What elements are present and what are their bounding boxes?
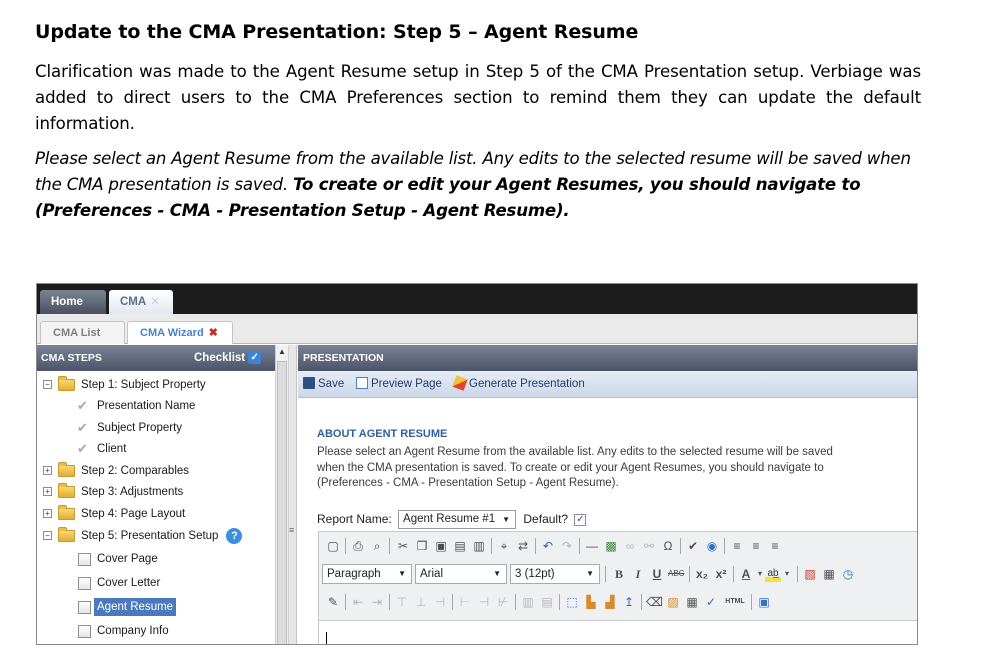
link-icon[interactable]: ∞	[625, 539, 635, 553]
tree-item-label: Company Info	[97, 625, 169, 637]
chevron-down-icon[interactable]: ▾	[757, 569, 762, 578]
toolbar-separator	[345, 538, 346, 554]
about-agent-resume-text: Please select an Agent Resume from the available list. Any edits to the selected resume will be saved when the CMA presentation is saved. To create or edit your Agent Resumes, you should navigate to (Preferences - CMA - Presentation Setup - Agent Resume).	[317, 446, 833, 489]
format-value: Paragraph	[327, 568, 381, 580]
presentation-actionbar	[298, 371, 918, 398]
align-left-icon[interactable]: ≡	[733, 539, 741, 553]
cover-page-checkbox[interactable]	[78, 553, 91, 566]
expand-icon[interactable]: +	[43, 509, 52, 518]
toolbar-separator	[491, 538, 492, 554]
italic-button[interactable]: I	[635, 567, 641, 581]
tree-item-label-selected: Agent Resume	[94, 598, 176, 616]
toolbar-separator	[733, 566, 734, 582]
tree-step-label: Step 3: Adjustments	[81, 486, 184, 498]
checkmark-icon: ✔	[77, 441, 88, 456]
paste-text-icon[interactable]: ▤	[454, 539, 466, 553]
paste-icon[interactable]: ▣	[435, 539, 447, 553]
font-value: Arial	[420, 568, 444, 580]
company-info-checkbox[interactable]	[78, 625, 91, 638]
presentation-panel	[298, 345, 918, 645]
undo-icon[interactable]: ↶	[542, 539, 554, 553]
sub-tab-bar	[37, 314, 917, 344]
report-name-value: Agent Resume #1	[403, 513, 496, 526]
table-icon[interactable]: ▦	[686, 595, 698, 609]
styles-icon[interactable]: ✓	[705, 595, 717, 609]
tree-step-label: Step 4: Page Layout	[81, 508, 186, 520]
toolbar-separator	[515, 594, 516, 610]
toolbar-separator	[797, 566, 798, 582]
clock-icon[interactable]: ◷	[842, 567, 854, 581]
checkmark-icon: ✔	[77, 420, 88, 435]
merge-field-icon[interactable]: ▧	[804, 567, 816, 581]
cma-screenshot	[36, 283, 918, 645]
preview-page-button[interactable]	[356, 371, 442, 397]
panel-splitter[interactable]	[289, 345, 297, 645]
toolbar-separator	[751, 594, 752, 610]
top-tab-bar	[37, 284, 917, 314]
move-forward-icon[interactable]: ▙	[586, 595, 596, 609]
chevron-down-icon: ▼	[586, 569, 594, 578]
doc-quote	[35, 146, 921, 224]
doc-paragraph: Clarification was made to the Agent Resume setup in Step 5 of the CMA Presentation setup. Verbiage was added to direct users to the CMA Preferences section to remind them they can update the default information.	[35, 62, 921, 133]
insert-row-after-icon[interactable]: ⊥	[415, 595, 427, 609]
cleanup-icon[interactable]: ⌫	[646, 595, 663, 609]
tab-cma[interactable]	[109, 290, 173, 314]
merge-cells-icon[interactable]: ▤	[541, 595, 553, 609]
default-checkbox[interactable]: ✓	[576, 513, 585, 525]
presentation-header: PRESENTATION	[298, 345, 918, 371]
cma-steps-panel	[37, 345, 275, 645]
cma-steps-title: CMA STEPS	[41, 352, 102, 364]
cma-steps-header	[37, 345, 275, 371]
steps-scrollbar[interactable]	[275, 345, 289, 645]
generate-label: Generate Presentation	[469, 378, 585, 390]
folder-icon	[58, 379, 75, 391]
editor-toolbar-row-1	[319, 532, 918, 560]
report-name-label: Report Name:	[317, 512, 392, 526]
tab-home-label: Home	[51, 296, 83, 308]
doc-quote-bold: To create or edit your Agent Resumes, you should navigate to (Preferences - CMA - Presentation Setup - Agent Resume).	[35, 175, 861, 220]
text-caret	[326, 632, 327, 645]
grip-icon[interactable]: ≡	[289, 525, 295, 535]
tree-step-label: Step 2: Comparables	[81, 465, 190, 477]
cover-letter-checkbox[interactable]	[78, 577, 91, 590]
special-character-icon[interactable]: Ω	[663, 539, 673, 553]
editor-toolbar-row-2	[319, 560, 918, 588]
toolbar-separator	[605, 566, 606, 582]
tree-item-label: Subject Property	[97, 422, 183, 434]
doc-quote-italic: Please select an Agent Resume from the available list. Any edits to the selected resume will be saved when the CMA presentation is saved.	[35, 149, 911, 194]
tree-step-5-label: Step 5: Presentation Setup	[81, 530, 219, 542]
folder-icon	[58, 530, 75, 542]
fullscreen-icon[interactable]: ▣	[758, 595, 770, 609]
find-icon[interactable]: ⌖	[500, 539, 508, 553]
collapse-icon[interactable]: −	[43, 531, 52, 540]
paste-word-icon[interactable]: ▥	[473, 539, 485, 553]
chevron-down-icon: ▼	[398, 569, 406, 578]
agent-resume-checkbox[interactable]	[78, 601, 91, 614]
copy-icon[interactable]: ❐	[416, 539, 428, 553]
tab-cma-wizard[interactable]	[127, 321, 233, 344]
tab-cma-wizard-label: CMA Wizard	[140, 327, 204, 339]
insert-col-before-icon[interactable]: ⊢	[459, 595, 471, 609]
chevron-down-icon: ▼	[493, 569, 501, 578]
close-icon[interactable]: ✕	[150, 296, 160, 308]
folder-icon	[58, 465, 75, 477]
toolbar-separator	[345, 594, 346, 610]
insert-row-before-icon[interactable]: ⊤	[396, 595, 408, 609]
highlight-color-button[interactable]: ab̲	[765, 566, 781, 582]
report-name-select[interactable]	[398, 510, 516, 529]
horizontal-rule-icon[interactable]: —	[586, 539, 598, 553]
align-center-icon[interactable]: ≡	[752, 539, 760, 553]
close-icon[interactable]: ✖	[208, 327, 218, 339]
save-button[interactable]	[303, 371, 344, 397]
split-cells-icon[interactable]: ▥	[522, 595, 534, 609]
tree-item-label: Cover Page	[97, 553, 158, 565]
checkmark-icon: ✔	[77, 398, 88, 413]
checkmark-icon: ✓	[248, 351, 261, 364]
save-label: Save	[318, 378, 345, 390]
underline-button[interactable]: U	[652, 567, 662, 581]
chevron-down-icon: ▼	[502, 515, 511, 525]
font-color-button[interactable]: A	[741, 567, 751, 581]
font-size-select[interactable]	[510, 564, 600, 584]
toolbar-separator	[559, 594, 560, 610]
collapse-icon[interactable]: −	[43, 380, 52, 389]
default-label: Default?	[523, 512, 569, 526]
unlink-icon[interactable]: ⚯	[643, 539, 655, 553]
preview-label: Preview Page	[371, 378, 442, 390]
image-manager-icon[interactable]: ▨	[667, 595, 679, 609]
toolbar-separator	[389, 538, 390, 554]
print-icon[interactable]: ⎙	[353, 539, 363, 553]
toolbar-separator	[724, 538, 725, 554]
tab-cma-label: CMA	[120, 296, 147, 308]
checklist-label: Checklist	[194, 352, 246, 364]
doc-title: Update to the CMA Presentation: Step 5 – Agent Resume	[35, 21, 639, 43]
font-select[interactable]	[415, 564, 507, 584]
expand-icon[interactable]: +	[43, 466, 52, 475]
preview-icon[interactable]: ⌕	[373, 539, 381, 553]
tree-step-label	[81, 526, 242, 546]
tree-step-label: Step 1: Subject Property	[81, 379, 206, 391]
subscript-button[interactable]: x₂	[695, 567, 708, 581]
indent-icon[interactable]: ⇥	[371, 595, 383, 609]
toolbar-separator	[689, 566, 690, 582]
redo-icon[interactable]: ↷	[561, 539, 573, 553]
tree-item-label: Client	[97, 443, 127, 455]
save-icon	[303, 377, 315, 389]
tab-cma-list[interactable]	[40, 321, 125, 344]
generate-presentation-button[interactable]	[454, 371, 585, 397]
toolbar-separator	[389, 594, 390, 610]
spellcheck-icon[interactable]: ✔	[687, 539, 699, 553]
new-document-icon[interactable]: ▢	[327, 539, 339, 553]
checklist-toggle[interactable]	[194, 345, 261, 371]
calendar-icon[interactable]: ▦	[823, 567, 835, 581]
strikethrough-button[interactable]: ABC	[668, 569, 685, 578]
insert-col-after-icon[interactable]: ⊣	[478, 595, 490, 609]
tree-item-label: Cover Letter	[97, 577, 161, 589]
toolbar-separator	[641, 594, 642, 610]
format-select[interactable]	[322, 564, 412, 584]
font-size-value: 3 (12pt)	[515, 568, 555, 580]
scrollbar-thumb[interactable]	[277, 361, 287, 645]
folder-icon	[58, 486, 75, 498]
rich-text-editor	[318, 531, 918, 645]
bold-button[interactable]: B	[614, 567, 623, 581]
report-name-row	[317, 509, 586, 529]
cut-icon[interactable]: ✂	[397, 539, 409, 553]
align-right-icon[interactable]: ≡	[771, 539, 779, 553]
delete-col-icon[interactable]: ⊬	[497, 595, 509, 609]
toolbar-separator	[579, 538, 580, 554]
toolbar-separator	[680, 538, 681, 554]
image-icon[interactable]: ▩	[605, 539, 617, 553]
help-icon[interactable]: ?	[226, 528, 242, 544]
absolute-position-icon[interactable]: ↥	[623, 595, 635, 609]
expand-icon[interactable]: +	[43, 487, 52, 496]
toolbar-separator	[452, 594, 453, 610]
magic-wand-icon	[452, 375, 467, 390]
editor-content-area[interactable]	[319, 620, 918, 645]
superscript-button[interactable]: x²	[715, 567, 727, 581]
about-agent-resume-title: ABOUT AGENT RESUME	[317, 428, 448, 440]
edit-icon[interactable]: ✎	[327, 595, 339, 609]
toolbar-separator	[535, 538, 536, 554]
tab-home[interactable]	[40, 290, 106, 314]
document	[35, 18, 921, 224]
replace-icon[interactable]: ⇄	[517, 539, 529, 553]
delete-row-icon[interactable]: ⊣	[434, 595, 446, 609]
preview-icon	[356, 377, 368, 389]
folder-icon	[58, 508, 75, 520]
scroll-up-icon[interactable]: ▲	[278, 347, 286, 356]
editor-toolbar-row-3	[319, 588, 918, 616]
tree-item-label: Presentation Name	[97, 400, 196, 412]
tab-cma-list-label: CMA List	[53, 327, 101, 339]
outdent-icon[interactable]: ⇤	[352, 595, 364, 609]
chevron-down-icon[interactable]: ▾	[784, 569, 789, 578]
help-icon[interactable]: ◉	[706, 539, 718, 553]
move-backward-icon[interactable]: ▟	[605, 595, 615, 609]
insert-layer-icon[interactable]: ⬚	[566, 595, 578, 609]
html-source-button[interactable]: HTML	[725, 598, 745, 605]
